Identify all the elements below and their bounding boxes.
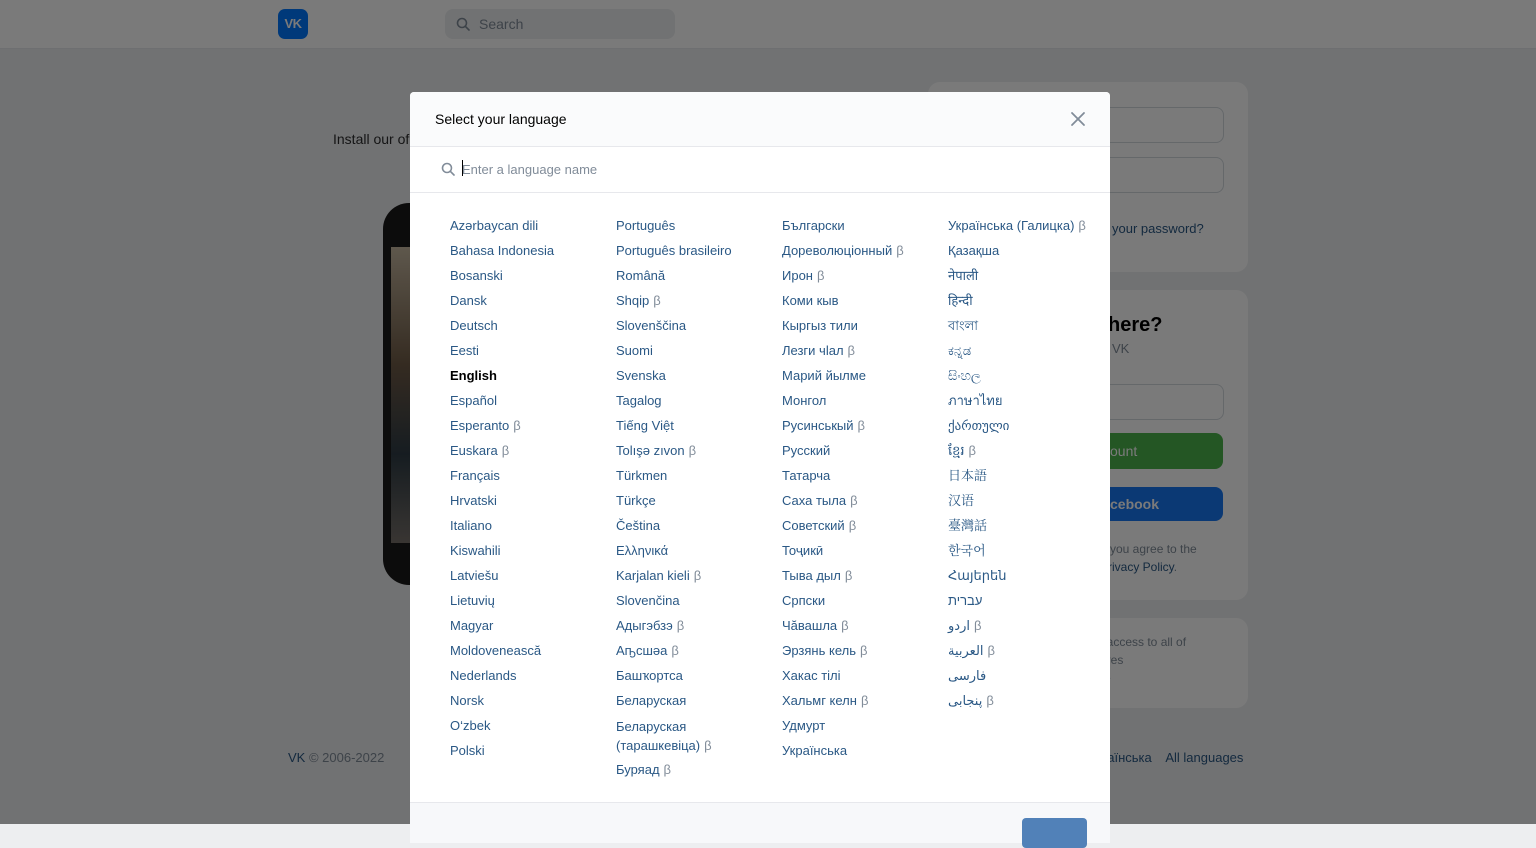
- language-option-label: العربية: [948, 643, 984, 658]
- language-option[interactable]: [450, 417, 610, 442]
- language-option[interactable]: [782, 542, 942, 567]
- language-option-label: Română: [616, 268, 666, 283]
- language-option-label: Коми кыв: [782, 293, 839, 308]
- language-option[interactable]: [616, 367, 776, 392]
- language-option-label: Српски: [782, 593, 826, 608]
- language-option[interactable]: [948, 267, 1098, 292]
- language-option-label: Лезги чlал: [782, 343, 844, 358]
- language-option[interactable]: [616, 567, 776, 592]
- language-option[interactable]: [616, 342, 776, 367]
- language-option-label: Татарча: [782, 468, 831, 483]
- language-option-label: नेपाली: [948, 268, 979, 283]
- language-option[interactable]: [948, 567, 1098, 592]
- beta-badge: β: [848, 518, 857, 533]
- language-option[interactable]: [782, 342, 942, 367]
- language-option-label: Tiếng Việt: [616, 418, 674, 433]
- language-option-label: Esperanto: [450, 418, 510, 433]
- language-option[interactable]: [782, 617, 942, 642]
- language-option-label: اردو: [948, 618, 970, 633]
- language-option-label: Български: [782, 218, 845, 233]
- language-option-label: 汉语: [948, 493, 975, 508]
- language-search-bar: [410, 147, 1110, 193]
- language-option-label: Eesti: [450, 343, 479, 358]
- language-option-label: Адыгэбзэ: [616, 618, 673, 633]
- language-option[interactable]: [450, 642, 610, 667]
- dialog-footer-button[interactable]: [1022, 818, 1087, 848]
- language-option-label: Հայերեն: [948, 568, 1007, 583]
- language-option-label: עברית: [948, 593, 983, 608]
- language-option[interactable]: [450, 692, 610, 717]
- language-option[interactable]: [616, 317, 776, 342]
- language-option-label: Slovenčina: [616, 593, 680, 608]
- language-option-label: Марий йылме: [782, 368, 866, 383]
- language-option-label: Bosanski: [450, 268, 503, 283]
- language-option-label: Português: [616, 218, 676, 233]
- language-option[interactable]: [782, 517, 942, 542]
- language-option[interactable]: [782, 267, 942, 292]
- language-option-label: پنجابی: [948, 693, 983, 708]
- language-option-label: Українська: [782, 743, 848, 758]
- language-option-label: Қазақша: [948, 243, 1000, 258]
- language-option[interactable]: [616, 292, 776, 317]
- dialog-title: Select your language: [435, 111, 567, 127]
- language-option[interactable]: [948, 592, 1098, 617]
- language-option[interactable]: [450, 717, 610, 742]
- language-option[interactable]: [782, 467, 942, 492]
- search-icon: [441, 162, 455, 176]
- language-option-label: Аҧсшәа: [616, 643, 668, 658]
- language-option[interactable]: [782, 442, 942, 467]
- language-option-label: Lietuvių: [450, 593, 495, 608]
- language-option[interactable]: [782, 242, 942, 267]
- text-cursor: [462, 160, 463, 176]
- beta-badge: β: [671, 643, 679, 658]
- language-option-label: বাংলা: [948, 318, 979, 333]
- language-option[interactable]: [616, 542, 776, 567]
- language-option[interactable]: [948, 517, 1098, 542]
- beta-badge: β: [816, 268, 825, 283]
- language-option[interactable]: [450, 242, 610, 267]
- language-option-label: O‘zbek: [450, 718, 491, 733]
- language-option[interactable]: [616, 667, 776, 692]
- language-option-label: Euskara: [450, 443, 498, 458]
- language-option-label: Чăвашла: [782, 618, 838, 633]
- language-option[interactable]: [782, 742, 942, 767]
- language-option[interactable]: [782, 717, 942, 742]
- dialog-footer: [410, 802, 1110, 843]
- beta-badge: β: [973, 618, 982, 633]
- language-option-label: Shqip: [616, 293, 650, 308]
- language-option-label: Українська (Галицка): [948, 218, 1075, 233]
- language-option[interactable]: [616, 267, 776, 292]
- language-option[interactable]: [948, 642, 1098, 667]
- language-option[interactable]: [616, 717, 776, 761]
- beta-badge: β: [896, 243, 904, 258]
- language-option[interactable]: [782, 317, 942, 342]
- language-option-label: Беларуская: [616, 693, 687, 708]
- language-option-label: Удмурт: [782, 718, 826, 733]
- beta-badge: β: [653, 293, 661, 308]
- language-option[interactable]: [616, 442, 776, 467]
- language-option-label: Polski: [450, 743, 485, 758]
- beta-badge: β: [859, 643, 868, 658]
- language-option[interactable]: [782, 492, 942, 517]
- language-option-label: Kiswahili: [450, 543, 501, 558]
- language-option-label: Deutsch: [450, 318, 498, 333]
- language-option-label: Nederlands: [450, 668, 517, 683]
- language-option-label: Português brasileiro: [616, 243, 732, 258]
- language-option[interactable]: [948, 317, 1098, 342]
- language-option[interactable]: [782, 217, 942, 242]
- language-option[interactable]: [450, 542, 610, 567]
- language-option[interactable]: [782, 367, 942, 392]
- language-option-label: Эрзянь кель: [782, 643, 856, 658]
- language-option[interactable]: [948, 617, 1098, 642]
- beta-badge: β: [663, 762, 672, 777]
- language-option[interactable]: [450, 342, 610, 367]
- language-search-input[interactable]: [462, 159, 1062, 179]
- language-option-label: Čeština: [616, 518, 661, 533]
- language-option[interactable]: [782, 567, 942, 592]
- language-option[interactable]: [450, 267, 610, 292]
- beta-badge: β: [513, 418, 521, 433]
- language-option-label: Tagalog: [616, 393, 662, 408]
- language-option-label: Русский: [782, 443, 831, 458]
- language-option[interactable]: [450, 217, 610, 242]
- language-option[interactable]: [782, 417, 942, 442]
- language-option-label: ಕನ್ನಡ: [948, 343, 972, 358]
- language-option[interactable]: [948, 342, 1098, 367]
- language-option-label: Dansk: [450, 293, 487, 308]
- language-option-label: Türkçe: [616, 493, 656, 508]
- language-option[interactable]: [782, 592, 942, 617]
- language-option[interactable]: [948, 217, 1098, 242]
- language-option-label: Tolışə zıvon: [616, 443, 685, 458]
- language-option[interactable]: [450, 492, 610, 517]
- language-option[interactable]: [616, 467, 776, 492]
- language-option[interactable]: [948, 692, 1098, 717]
- language-option-label: ქართული: [948, 418, 1010, 433]
- language-option-label: ខ្មែរ: [948, 443, 965, 458]
- language-option-label: සිංහල: [948, 368, 981, 383]
- beta-badge: β: [693, 568, 702, 583]
- beta-badge: β: [847, 343, 856, 358]
- language-option-label: Svenska: [616, 368, 666, 383]
- language-option[interactable]: [948, 542, 1098, 567]
- language-option[interactable]: [948, 442, 1098, 467]
- language-option-label: Тыва дыл: [782, 568, 841, 583]
- language-column-1: [450, 217, 610, 767]
- language-option-label: Русинськый: [782, 418, 854, 433]
- language-option-label: Монгол: [782, 393, 827, 408]
- beta-badge: β: [860, 693, 869, 708]
- language-column-2: [616, 217, 776, 786]
- language-option-label: Кыргыз тили: [782, 318, 858, 333]
- language-option[interactable]: [616, 761, 776, 786]
- language-option[interactable]: [948, 492, 1098, 517]
- language-option[interactable]: [450, 742, 610, 767]
- language-option[interactable]: [782, 292, 942, 317]
- language-option-label: हिन्दी: [948, 293, 973, 308]
- beta-badge: β: [968, 443, 976, 458]
- language-option-label: Дореволюціонный: [782, 243, 893, 258]
- language-option[interactable]: [616, 392, 776, 417]
- language-option[interactable]: [948, 242, 1098, 267]
- language-option[interactable]: [616, 517, 776, 542]
- language-option[interactable]: [450, 617, 610, 642]
- language-option-label: Latviešu: [450, 568, 499, 583]
- language-option[interactable]: [450, 317, 610, 342]
- language-option-label: Slovenščina: [616, 318, 687, 333]
- beta-badge: β: [841, 618, 849, 633]
- beta-badge: β: [1078, 218, 1086, 233]
- language-option-label: ภาษาไทย: [948, 393, 1003, 408]
- language-option-label: English: [450, 368, 497, 383]
- language-option[interactable]: [782, 642, 942, 667]
- language-option-label: Тоҷикӣ: [782, 543, 824, 558]
- language-option[interactable]: [782, 392, 942, 417]
- language-option-label: Français: [450, 468, 500, 483]
- language-option-label: Norsk: [450, 693, 484, 708]
- beta-badge: β: [704, 738, 712, 753]
- language-option-label: Советский: [782, 518, 845, 533]
- language-option[interactable]: [948, 367, 1098, 392]
- language-option-label: Magyar: [450, 618, 494, 633]
- beta-badge: β: [501, 443, 510, 458]
- beta-badge: β: [676, 618, 685, 633]
- language-option[interactable]: [450, 667, 610, 692]
- language-option[interactable]: [616, 592, 776, 617]
- language-option[interactable]: [616, 617, 776, 642]
- beta-badge: β: [844, 568, 853, 583]
- language-option[interactable]: [948, 292, 1098, 317]
- language-option[interactable]: [616, 242, 776, 267]
- language-option[interactable]: [450, 517, 610, 542]
- language-option-label: Bahasa Indonesia: [450, 243, 555, 258]
- beta-badge: β: [857, 418, 866, 433]
- language-option[interactable]: [616, 217, 776, 242]
- language-column-3: [782, 217, 942, 767]
- language-option-label: Español: [450, 393, 497, 408]
- language-option[interactable]: [948, 392, 1098, 417]
- language-select-dialog: [410, 92, 1110, 832]
- language-option[interactable]: [616, 692, 776, 717]
- language-option-label: Suomi: [616, 343, 653, 358]
- language-option[interactable]: [450, 392, 610, 417]
- beta-badge: β: [986, 693, 994, 708]
- language-option[interactable]: [450, 567, 610, 592]
- language-option[interactable]: [948, 417, 1098, 442]
- language-option[interactable]: [450, 592, 610, 617]
- close-icon[interactable]: [1068, 109, 1088, 129]
- language-option-label: Беларуская (тарашкевіца): [616, 719, 701, 753]
- language-option[interactable]: [948, 467, 1098, 492]
- language-option[interactable]: [450, 467, 610, 492]
- language-option-label: Ελληνικά: [616, 543, 669, 558]
- language-option-label: Karjalan kieli: [616, 568, 690, 583]
- language-option-label: Moldovenească: [450, 643, 542, 658]
- language-option-label: Hrvatski: [450, 493, 497, 508]
- language-option[interactable]: [616, 642, 776, 667]
- language-option[interactable]: [450, 442, 610, 467]
- language-option-label: Ирон: [782, 268, 813, 283]
- language-option-label: Саха тыла: [782, 493, 847, 508]
- language-option[interactable]: [616, 492, 776, 517]
- language-option-label: 한국어: [948, 543, 986, 558]
- language-option[interactable]: [450, 367, 610, 392]
- beta-badge: β: [688, 443, 697, 458]
- beta-badge: β: [987, 643, 996, 658]
- language-option[interactable]: [782, 667, 942, 692]
- language-option-label: Хакас тілі: [782, 668, 841, 683]
- language-option-label: Буряад: [616, 762, 660, 777]
- language-option-label: Башҡортса: [616, 668, 683, 683]
- language-option-label: 日本語: [948, 468, 988, 483]
- language-option-label: Azərbaycan dili: [450, 218, 539, 233]
- language-option-label: Хальмг келн: [782, 693, 857, 708]
- language-option[interactable]: [616, 417, 776, 442]
- language-option-label: Türkmen: [616, 468, 668, 483]
- language-option[interactable]: [948, 667, 1098, 692]
- language-column-4: [948, 217, 1098, 717]
- language-option[interactable]: [450, 292, 610, 317]
- language-option[interactable]: [782, 692, 942, 717]
- beta-badge: β: [850, 493, 858, 508]
- language-option-label: فارسی: [948, 668, 987, 683]
- language-option-label: Italiano: [450, 518, 492, 533]
- dialog-header: [410, 92, 1110, 147]
- language-option-label: 臺灣話: [948, 518, 988, 533]
